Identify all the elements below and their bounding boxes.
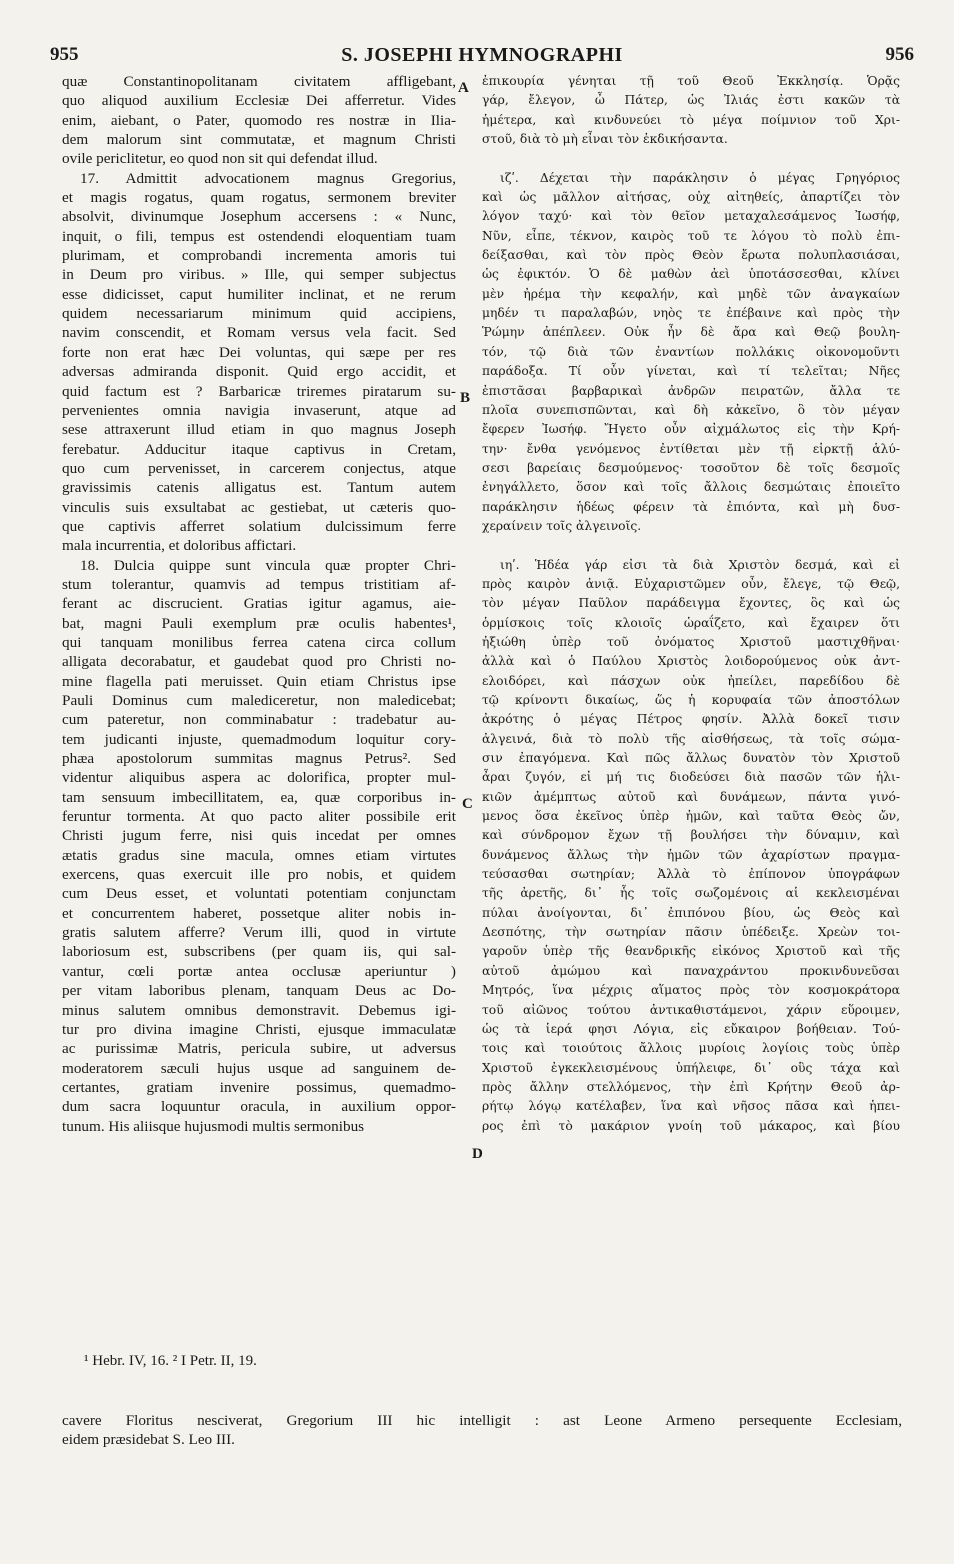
text-line: 18. Dulcia quippe sunt vincula quæ propter Chri- (80, 556, 456, 574)
text-line: plurimam, et comprobandi incrementa amoris tui (62, 247, 456, 265)
text-line: σεσι βαρείαις δεσμούμενος· τοσοῦτον δὲ τοῖς δεσμοῖς (482, 460, 900, 475)
text-line: ελοιδόρει, καὶ πάσχων οὐκ ἠπείλει, παρεδίδου δὲ (482, 673, 900, 688)
text-line: γάρ, ἔλεγον, ὦ Πάτερ, ὡς Ἰλιάς ἐστι κακῶν τὰ (482, 93, 900, 108)
text-line: μενος ὅσα ἐκεῖνος ὑπὲρ ἡμῶν, καὶ ταῦτα Θεὸς ὤν, (482, 809, 900, 824)
text-line: in Deum pro viribus. » Ille, qui semper subjectus (62, 266, 456, 284)
text-line: ferebatur. Adducitur itaque captivus in Cretam, (62, 440, 456, 458)
page-number-left: 955 (50, 44, 79, 65)
text-line: tunum. His aliisque hujusmodi multis sermonibus (62, 1117, 365, 1135)
margin-marker-c: C (462, 796, 473, 812)
text-line: παράδοξα. Τί οὖν γίνεται, καὶ τί τελεῖται; Νῆες (482, 364, 900, 379)
text-line: absolvit, divinumque Josephum accersens : « Nunc, (62, 208, 456, 226)
text-line: ιηʹ. Ἡδέα γάρ εἰσι τὰ διὰ Χριστὸν δεσμά, καὶ εἰ (500, 557, 900, 572)
text-line: gratis salutem afferre? Verum illi, quod in virtute (62, 924, 456, 942)
text-line: ιζʹ. Δέχεται τὴν παράκλησιν ὁ μέγας Γρηγόριος (500, 170, 900, 185)
text-line: quidem necessariarum minimum quid accipiens, (62, 305, 456, 323)
text-line: vantur, cœli portæ antea occlusæ aperiuntur ) (62, 962, 456, 980)
text-line: στοῦ, διὰ τὸ μὴ εἶναι τὸν ἐκδικήσαντα. (482, 132, 728, 147)
text-line: δυνάμενος ἄλλως τὴν ἡμῶν τῶν ἀχαρίστων πραγμα- (482, 847, 900, 862)
text-line: stum tolerantur, quamvis ad tempus tristitiam af- (62, 575, 456, 593)
text-line: quid factum est ? Barbaricæ triremes piratarum su- (62, 382, 456, 400)
text-line: gravissimis catenis alligatus est. Tantum autem (62, 479, 456, 497)
text-line: adversas admiranda disponit. Quid ergo accidit, et (62, 363, 456, 381)
text-line: ἀλγεινά, διὰ τὸ πολὺ τῆς αἰσθήσεως, τὰ τοῖς σώμα- (482, 731, 900, 746)
text-line: γαροῦν ὑπὲρ τῆς θεανδρικῆς εἰκόνος Χριστοῦ καὶ τῆς (482, 944, 900, 959)
text-line: ætatis gradus sine macula, omnes etiam virtutes (62, 846, 456, 864)
text-line: λόγον ταχύ· καὶ τὸν θεῖον μεταχαλεσάμενος Ἰωσήφ, (482, 209, 900, 224)
bottom-note-line: eidem præsidebat S. Leo III. (62, 1431, 235, 1448)
text-line: δείξασθαι, καὶ τὸν πρὸς Θεὸν ἔρωτα πολυπλασιάσαι, (482, 248, 900, 263)
text-line: ἔφερεν Ἰωσήφ. Ἤγετο οὖν αἰχμάλωτος εἰς τὴν Κρή- (482, 422, 900, 437)
footnotes: ¹ Hebr. IV, 16. ² I Petr. II, 19. (84, 1353, 257, 1369)
text-line: sese attraxerunt illud etiam in quo magnus Joseph (62, 421, 456, 439)
text-line: χεραίνειν τοῖς ἀλγεινοῖς. (482, 518, 642, 533)
text-line: ἐνηγάλλετο, ὅσον καὶ τοῖς ἄλλοις δεσμώταις ἐποιεῖτο (482, 480, 900, 495)
text-line: τόν, τῷ διὰ τῶν ἐναντίων πολλάκις οἰκονομοῦντι (482, 344, 900, 359)
text-line: quæ Constantinopolitanam civitatem affligebant, (62, 73, 456, 90)
text-line: tur pro divina imagine Christi, ejusque immaculatæ (62, 1020, 456, 1038)
text-line: ὡς ἐφικτόν. Ὁ δὲ μαθὼν ἀεὶ ὑποτάσσεσθαι, κλίνει (482, 267, 900, 282)
text-line: τῷ κρίνοντι δικαίως, ὥς ἡ κορυφαία τῶν ἀποστόλων (482, 693, 900, 707)
text-line: minus salutem omnibus demonstravit. Debemus igi- (62, 1001, 456, 1019)
text-line: forte non erat hæc Dei voluntas, qui sæpe per res (62, 343, 456, 361)
text-line: quo aliquod auxilium Ecclesiæ Dei afferretur. Vides (62, 92, 456, 110)
text-line: ἡμέτερα, καὶ κινδυνεύει τὸ μέγα ποίμνιον τοῦ Χρι- (482, 112, 900, 127)
text-line: Ῥώμην ἀπέπλεεν. Οὐκ ἦν δὲ ἄρα καὶ Θεῷ βουλη- (482, 325, 900, 340)
text-line: per vitam laboribus plenam, tanquam Deus ac Do- (62, 982, 456, 1000)
text-line: que captivis afferret solatium dulcissimum ferre (62, 517, 456, 535)
text-line: τοις καὶ τοιούτοις ἄλλοις μυρίοις λογίοις τοὺς ὑπὲρ (482, 1041, 900, 1056)
text-line (482, 536, 900, 555)
text-line: ρος ἐπὶ τὸ μακάριον γνοίη τοῦ μάκαρος, καὶ βίου (482, 1118, 900, 1133)
text-line: Pauli Dominus cum malediceretur, non maledicebat; (62, 692, 456, 709)
text-line: pervenientes omnia navigia invaserunt, atque ad (62, 401, 456, 419)
text-line: et magis rogatus, quam rogatus, sermonem breviter (62, 189, 456, 207)
text-line: τῆς ἀρετῆς, δι᾽ ἧς τοῖς σωζομένοις αἱ κεκλεισμέναι (482, 886, 900, 901)
text-line: σιν ἐπαγόμενα. Καὶ πῶς ἄλλως δυνατὸν τὸν Χριστοῦ (482, 751, 900, 766)
text-line: καὶ ὡς μᾶλλον αἰτήσας, οὐχ αἰτηθείς, ἀπαρτίζει τὸν (482, 190, 900, 205)
text-line: πύλαι ἀνοίγονται, δι᾽ ἐπιπόνου βίου, ὡς Θεὸς καὶ (482, 905, 900, 920)
text-line: μηδέν τι παραλαβών, νηὸς τε ἐπέβαινε καὶ πρὸς τὴν (482, 306, 900, 321)
text-line: laboriosum est, subscribens (per quam iis, qui sal- (62, 943, 456, 961)
text-line: ὡς τὰ ἱερά φησι Λόγια, εἰς εὔκαιρον βοήθειαν. Τού- (482, 1021, 900, 1036)
margin-marker-b: B (460, 390, 471, 406)
text-line: ρήτῳ λόγῳ κατέλαβεν, ἵνα καὶ νῆσος πᾶσα καὶ ἡπει- (482, 1099, 900, 1114)
page-header (50, 44, 914, 68)
running-title: S. JOSEPHI HYMNOGRAPHI (341, 44, 623, 66)
text-line: ἀκρότης ὁ μέγας Πέτρος φησίν. Ἀλλὰ δοκεῖ τισιν (482, 712, 900, 727)
text-line: πλοῖα συνεπισπῶνται, καὶ δὴ κἀκεῖνο, ὃ τὸν μέγαν (482, 402, 900, 417)
text-line: dum sacra loquuntur oracula, in auxilium oppor- (62, 1098, 456, 1116)
text-line: bat, magni Pauli exemplum præ oculis habentes¹, (62, 614, 456, 632)
text-line: παράκλησιν ἡδέως φέρειν τὰ ἐπιόντα, καὶ μὴ δυσ- (482, 499, 900, 514)
text-line: 17. Admittit advocationem magnus Gregorius, (80, 169, 456, 187)
text-line: cum Deus esset, et voluntati potentiam conjunctam (62, 885, 456, 903)
bottom-note (62, 1411, 902, 1449)
text-line: esse didicisset, caput humiliter inclinat, et ne rerum (62, 285, 456, 303)
text-line: Δεσπότης, τὴν σωτηρίαν πᾶσιν ὑπέδειξε. Χρεὼν τοι- (482, 925, 900, 940)
text-line: Χριστοῦ ἐγκεκλεισμένους ὑπήλειφε, δι᾽ οὓς τάχα καὶ (482, 1060, 900, 1075)
text-line: quo cum pervenisset, in carcerem conjectus, atque (62, 459, 456, 477)
text-line: inquit, o fili, tempus est ostendendi eloquentiam tuam (62, 227, 456, 245)
text-line: τὸν μέγαν Παῦλον παράδειγμα ἔχοντες, ὃς καὶ ὡς (482, 596, 900, 611)
text-line: Christi jugum ferre, nisi quis incedat per omnes (62, 827, 456, 845)
text-line: ἠξιώθη ὑπὲρ τοῦ ὀνόματος Χριστοῦ μαστιχθῆναι· (482, 634, 900, 649)
text-line: alligata decorabatur, et gaudebat quod pro Christi no- (62, 653, 456, 671)
text-line: cum pateretur, non comminabatur : tradebatur au- (62, 711, 456, 729)
text-line: ἐπικουρία γένηται τῇ τοῦ Θεοῦ Ἐκκλησίᾳ. Ὁρᾷς (482, 74, 900, 88)
text-line: καὶ σύνδρομον ἔχων τῇ βουλήσει τὴν δύναμιν, καὶ (482, 828, 900, 843)
text-line: certantes, gratiam invenire possimus, quemadmo- (62, 1078, 456, 1096)
text-line: enim, aiebant, o Pater, quomodo res nostræ in Ilia- (62, 111, 456, 129)
text-line: αὐτοῦ ἀμώμου καὶ παναχράντου προκινδυνεῦσαι (482, 963, 900, 978)
margin-marker-a: A (458, 80, 469, 96)
text-line: mala incurrentia, et doloribus affictari. (62, 537, 297, 555)
text-line: μὲν ἠρέμα τὴν κεφαλήν, καὶ μηδὲ τῶν ἀναγκαίων (482, 286, 900, 301)
text-line: ac purissimæ Matris, pericula subire, ut adversus (62, 1040, 456, 1058)
latin-column (62, 72, 456, 1136)
text-line: vinculis suis exsultabat ac gestiebat, ut cæteris quo- (62, 498, 456, 516)
text-line: tam sensuum imbecillitatem, ea, quæ corporibus in- (62, 788, 456, 806)
greek-column (482, 72, 900, 1136)
text-line: πρὸς ἄλλην στελλόμενος, τὴν ἐπὶ Κρήτην Θεοῦ ἀρ- (482, 1079, 900, 1094)
text-line: τοῦ αἰῶνος τούτου ἀντικαθιστάμενοι, χάριν εὕροιμεν, (482, 1002, 900, 1017)
text-line: ὁρμίσκοις τοῖς κλοιοῖς ὡραΐζετο, καὶ ἔχαιρεν ὅτι (482, 615, 900, 630)
text-line: Νῦν, εἶπε, τέκνον, καιρὸς τοῦ τε λόγου τὸ πολὺ ἐπι- (482, 228, 900, 243)
text-line: την· ἔνθα γενόμενος ἐντίθεται μὲν τῇ εἱρκτῇ ἁλύ- (482, 441, 900, 456)
margin-marker-d: D (472, 1146, 483, 1162)
text-line: moderatorem sæculi hujus usque ad sanguinem de- (62, 1059, 456, 1077)
text-line: τεύσασθαι σωτηρίαν; Ἀλλὰ τὸ ἐπίπονον ὑπογράφων (482, 867, 900, 882)
text-line: phæa apostolorum summitas magnus Petrus². Sed (62, 750, 456, 768)
text-line: navim conscendit, et Romam versus vela facit. Sed (62, 324, 456, 342)
text-line: dem malorum sint commutatæ, et magnum Christi (62, 131, 456, 149)
text-line: mine flagella pati meruisset. Quin etiam Christus ipse (62, 672, 456, 690)
text-line: qui tanquam monilibus ferrea catena circa collum (62, 633, 456, 651)
text-line: ovile periclitetur, eo quod non sit qui defendat illud. (62, 150, 378, 168)
text-line: tem judicanti injuste, quemadmodum loquitur cory- (62, 730, 456, 748)
text-line: ἀλλὰ καὶ ὁ Παύλου Χριστὸς λοιδορούμενος οὐκ ἀντ- (482, 654, 900, 669)
page-number-right: 956 (885, 44, 914, 65)
text-line (482, 149, 900, 168)
text-line: πρὸς καιρὸν ἀνιᾷ. Εὐχαριστῶμεν οὖν, ἔλεγε, τῷ Θεῷ, (482, 576, 900, 591)
text-line: ferant ac discrucient. Gratias igitur agamus, aie- (62, 595, 456, 613)
text-line: exercens, quas exercuit ille pro nobis, et quidem (62, 866, 456, 884)
text-line: videntur aliquibus aspera ac dolorifica, propter mul- (62, 769, 456, 787)
text-line: Μητρός, ἵνα μέχρις αἵματος πρὸς τὸν κοσμοκράτορα (482, 983, 900, 998)
text-line: ἐπιστᾶσαι βαρβαρικαὶ ἀνδρῶν πειρατῶν, ἄλλα τε (482, 383, 900, 398)
text-line: ἆραι ζυγόν, εἰ μή τις διοδεύσει διὰ πασῶν τῶν ἡλι- (482, 770, 900, 785)
text-line: et concurrentem haberet, possetque aliter nobis in- (62, 904, 456, 922)
text-line: feruntur tormenta. At quo pacto aliter possibile erit (62, 808, 456, 826)
bottom-note-line: cavere Floritus nesciverat, Gregorium III hic intelligit : ast Leone Armeno persequente Ecclesiam, (62, 1412, 902, 1429)
text-line: κιῶν ἀμέμπτως αὐτοῦ καὶ δυνάμεων, πάντα γινό- (482, 789, 900, 804)
